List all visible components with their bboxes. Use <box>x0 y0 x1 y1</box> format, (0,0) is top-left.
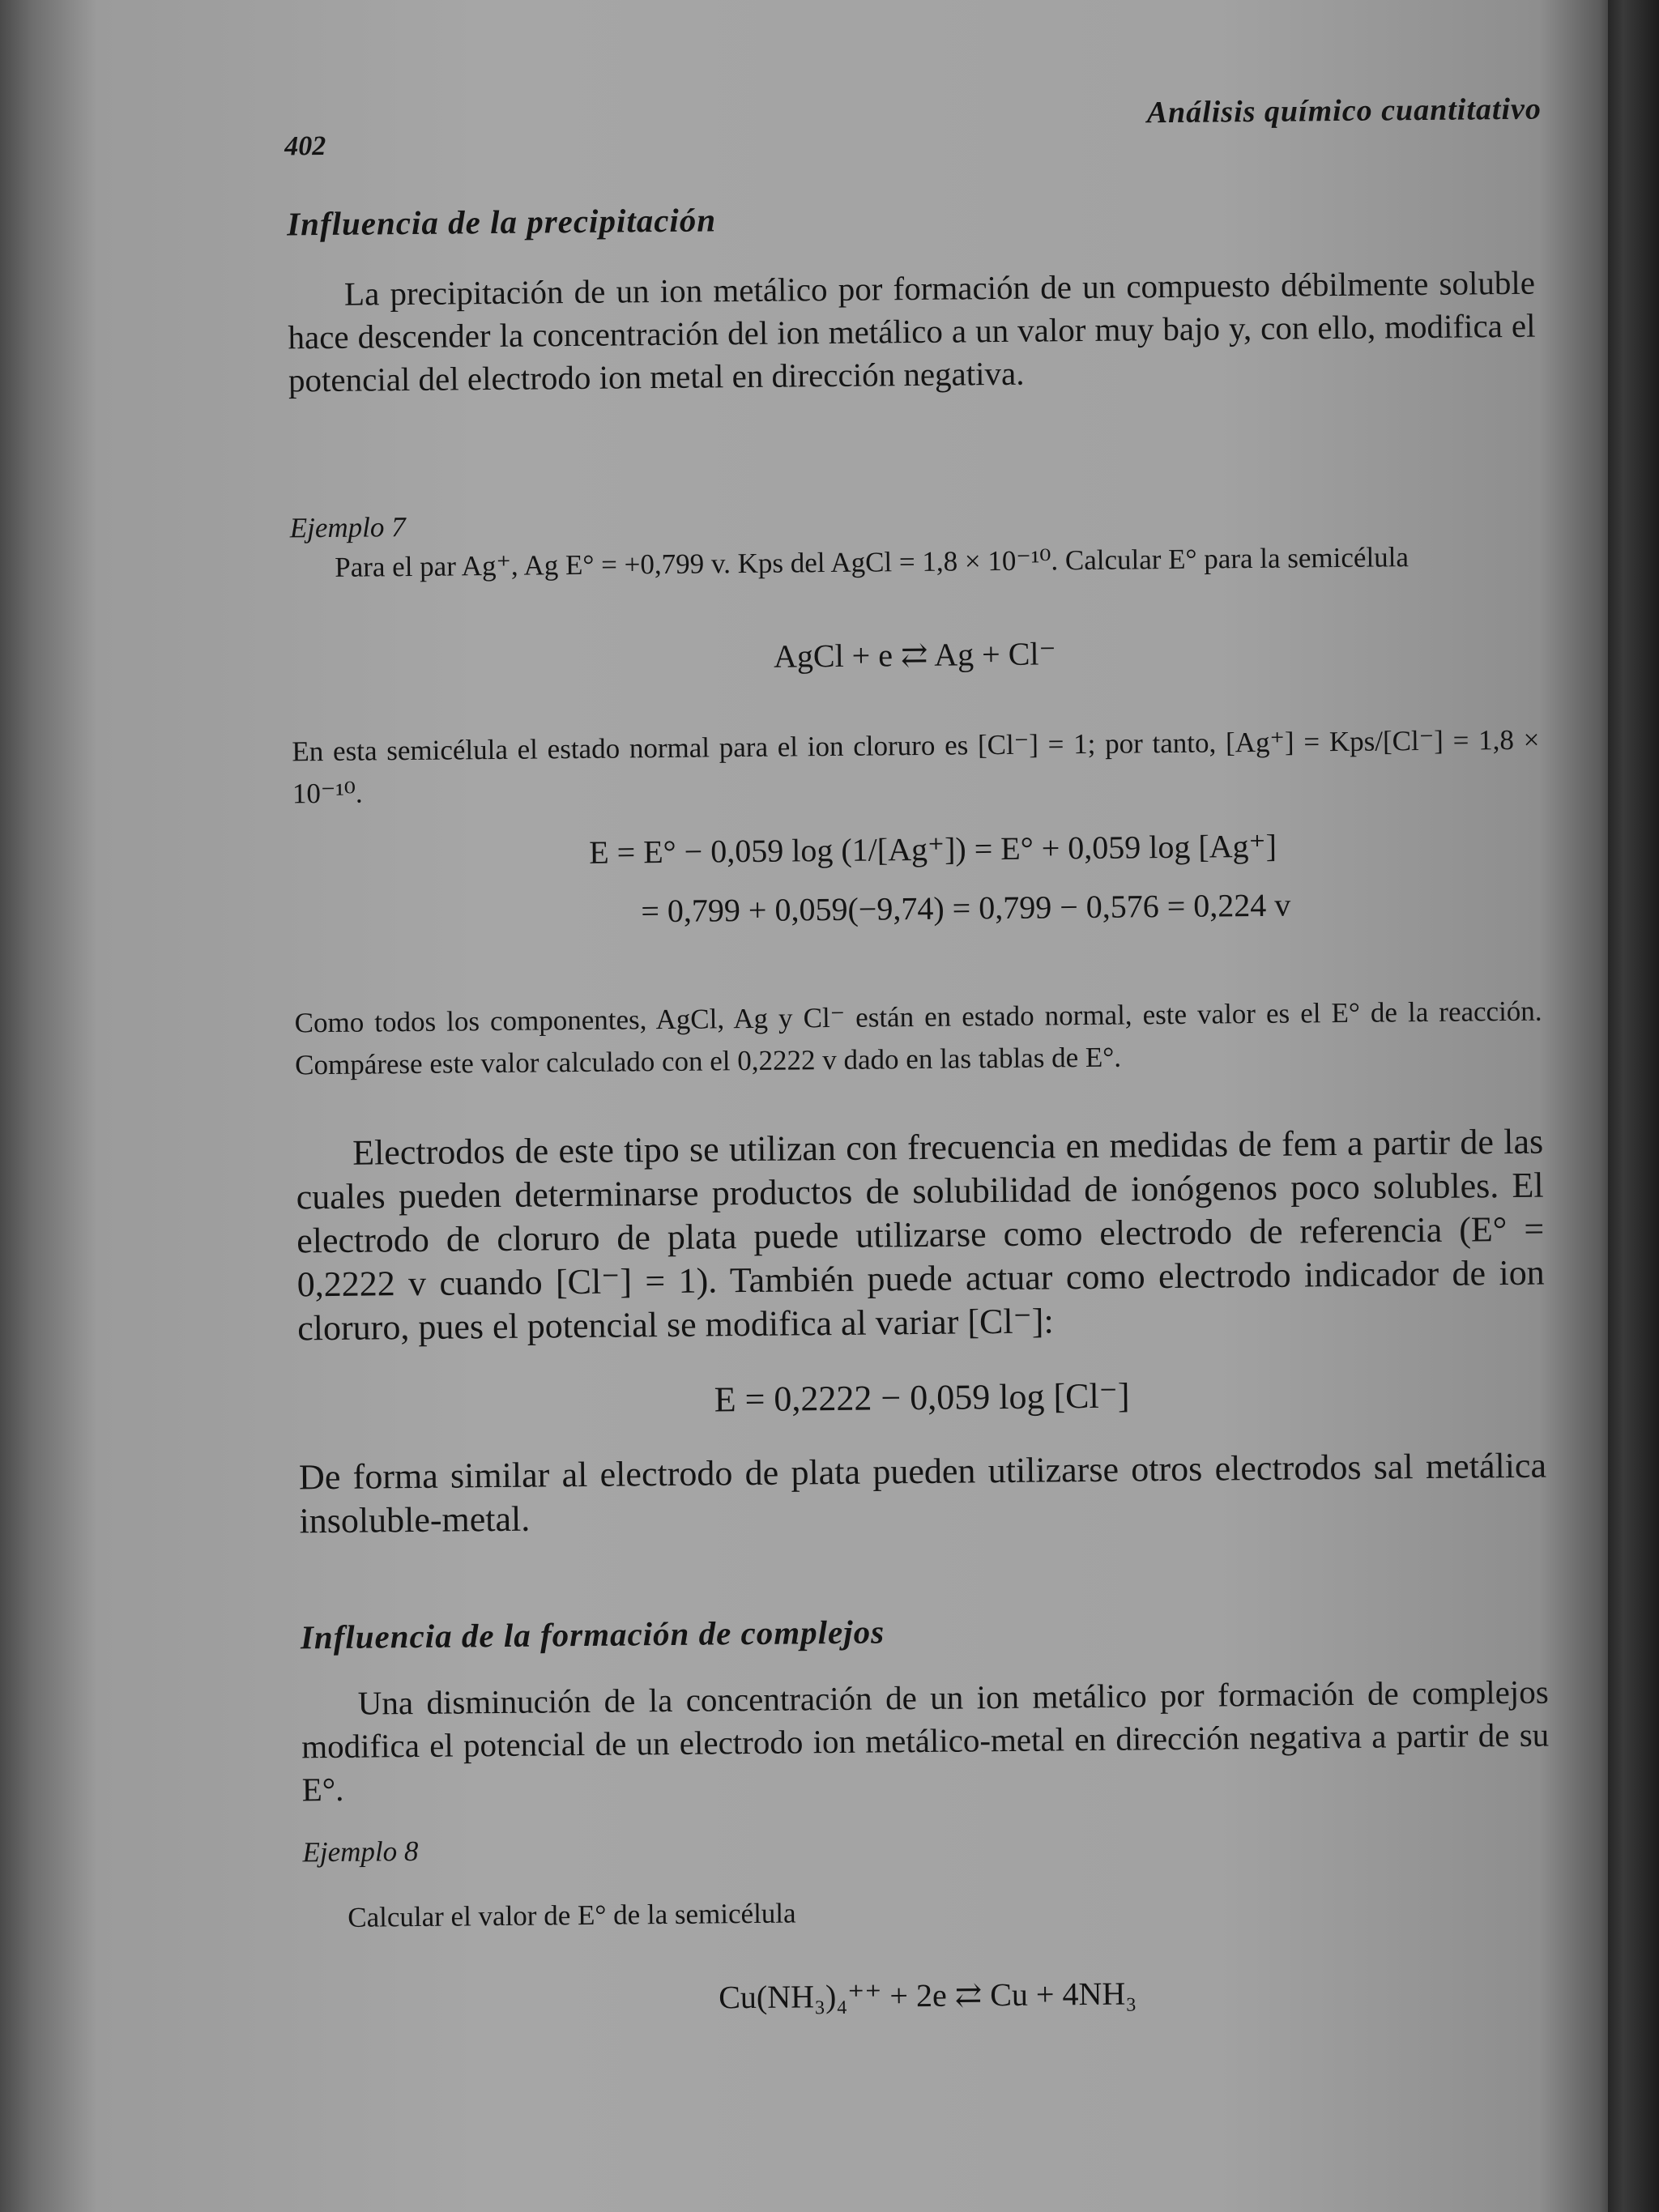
page-header <box>278 92 1542 168</box>
section-title-precipitation: Influencia de la precipitación <box>286 201 717 243</box>
chloride-electrode-equation: E = 0,2222 − 0,059 log [Cl⁻] <box>714 1375 1130 1420</box>
similar-electrodes-paragraph: De forma similar al electrodo de plata pueden utilizarse otros electrodos sal metálica insoluble-metal. <box>298 1445 1547 1541</box>
example-8-label: Ejemplo 8 <box>302 1835 419 1869</box>
example-7-note: En esta semicélula el estado normal para el ion cloruro es [Cl⁻] = 1; por tanto, [Ag⁺] = Kps/[Cl⁻] = 1,8 × 10⁻¹⁰. <box>292 723 1540 810</box>
silver-electrode-paragraph: Electrodos de este tipo se utilizan con frecuencia en medidas de fem a partir de las cuales pueden determinarse productos de solubilidad de ionógenos poco solubles. El electrodo de cloruro de plata puede utilizarse como electrodo de referencia (E° = 0,2222 v cuando [Cl⁻] = 1). También puede actuar como electrodo indicador de ion cloruro, pues el potencial se modifica al variar [Cl⁻]: <box>296 1121 1545 1349</box>
book-page <box>278 92 1562 2177</box>
example-7-calc-line-2: = 0,799 + 0,059(−9,74) = 0,799 − 0,576 = 0,224 v <box>641 886 1291 930</box>
example-7-label: Ejemplo 7 <box>289 511 406 544</box>
example-8-reaction: Cu(NH₃)₄⁺⁺ + 2e ⇄ Cu + 4NH₃ <box>719 1975 1137 2016</box>
example-7-reaction: AgCl + e ⇄ Ag + Cl⁻ <box>773 635 1056 675</box>
complexes-paragraph: Una disminución de la concentración de un ion metálico por formación de complejos modifica el potencial de un electrodo ion metálico-metal en dirección negativa a partir de su E°. <box>301 1673 1550 1809</box>
example-7-conclusion: Como todos los componentes, AgCl, Ag y Cl⁻ están en estado normal, este valor es el E° de la reacción. Compárese este valor calculado con el 0,2222 v dado en las tablas de E°. <box>294 995 1542 1081</box>
example-7-statement: Para el par Ag⁺, Ag E° = +0,799 v. Kps del AgCl = 1,8 × 10⁻¹⁰. Calcular E° para la semicélula <box>335 541 1410 583</box>
running-title: Análisis químico cuantitativo <box>1146 92 1542 130</box>
example-8-statement: Calcular el valor de E° de la semicélula <box>348 1897 796 1933</box>
page-number: 402 <box>284 130 326 162</box>
page-edge <box>1608 0 1659 2212</box>
section-title-complexes: Influencia de la formación de complejos <box>300 1613 885 1656</box>
precipitation-paragraph: La precipitación de un ion metálico por formación de un compuesto débilmente soluble hace descender la concentración del ion metálico a un valor muy bajo y, con ello, modifica el potencial del electrodo ion metal en dirección negativa. <box>288 263 1536 399</box>
example-7-calc-line-1: E = E° − 0,059 log (1/[Ag⁺]) = E° + 0,059 log [Ag⁺] <box>589 827 1277 871</box>
